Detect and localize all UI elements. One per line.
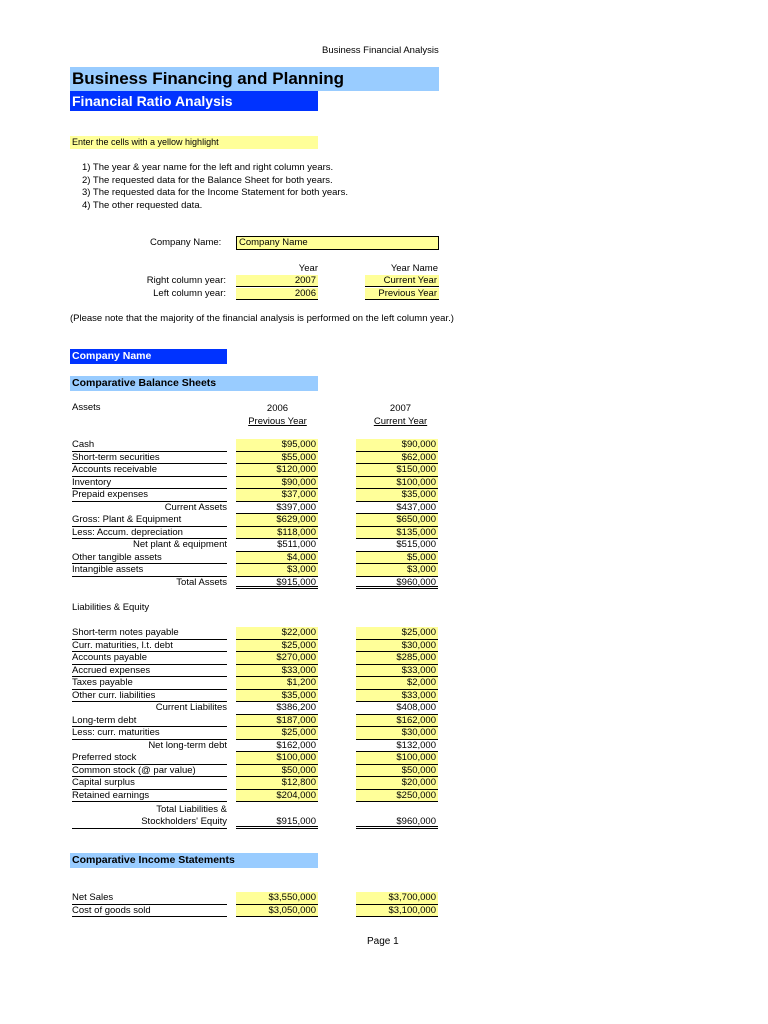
asset-left-value: $915,000 (236, 577, 318, 590)
liability-row-label: Short-term notes payable (72, 627, 227, 640)
liability-left-value[interactable]: $100,000 (236, 752, 318, 765)
income-statement-title: Comparative Income Statements (70, 853, 318, 868)
asset-row-label: Less: Accum. depreciation (72, 527, 227, 540)
asset-left-value[interactable]: $90,000 (236, 477, 318, 490)
asset-row-label: Total Assets (176, 576, 227, 588)
left-year-label: Left column year: (153, 288, 226, 299)
liability-left-value[interactable]: $204,000 (236, 790, 318, 803)
asset-row-label: Short-term securities (72, 452, 227, 465)
left-column-header (235, 402, 320, 428)
total-liabilities-label-2: Stockholders' Equity (141, 816, 227, 827)
asset-row-label: Cash (72, 439, 227, 452)
liability-row-label: Accounts payable (72, 652, 227, 665)
liability-right-value[interactable]: $162,000 (356, 715, 438, 728)
step-3: 3) The requested data for the Income Statement for both years. (82, 187, 348, 198)
asset-left-value: $397,000 (236, 502, 318, 515)
liability-left-value[interactable]: $1,200 (236, 677, 318, 690)
right-column-header (358, 402, 443, 428)
liability-right-value: $132,000 (356, 740, 438, 753)
liability-right-value[interactable]: $30,000 (356, 640, 438, 653)
asset-right-value[interactable]: $135,000 (356, 527, 438, 540)
total-liabilities-underline (72, 828, 227, 829)
asset-right-value[interactable]: $3,000 (356, 564, 438, 577)
right-year-name-input[interactable]: Current Year (365, 275, 439, 287)
liability-row-label: Long-term debt (72, 715, 227, 728)
asset-left-value[interactable]: $37,000 (236, 489, 318, 502)
step-4: 4) The other requested data. (82, 199, 203, 211)
asset-left-value: $511,000 (236, 539, 318, 552)
liability-right-value[interactable]: $100,000 (356, 752, 438, 765)
liabilities-heading: Liabilities & Equity (72, 602, 150, 613)
asset-left-value[interactable]: $95,000 (236, 439, 318, 452)
assets-heading: Assets (72, 402, 101, 413)
document-title: Business Financing and Planning (70, 67, 439, 91)
liability-right-value[interactable]: $25,000 (356, 627, 438, 640)
left-year-name-input[interactable]: Previous Year (365, 288, 439, 300)
asset-right-value[interactable]: $650,000 (356, 514, 438, 527)
income-row-label: Cost of goods sold (72, 905, 227, 918)
liability-row-label: Other curr. liabilities (72, 690, 227, 703)
asset-row-label: Net plant & equipment (132, 539, 227, 550)
page-header: Business Financial Analysis (322, 45, 439, 56)
right-column-year: 2007 (389, 403, 412, 414)
instruction-steps (82, 162, 348, 212)
liability-left-value[interactable]: $25,000 (236, 640, 318, 653)
asset-row-label: Gross: Plant & Equipment (72, 514, 227, 527)
liability-left-value: $162,000 (236, 740, 318, 753)
asset-left-value[interactable]: $3,000 (236, 564, 318, 577)
company-name-input[interactable]: Company Name (236, 236, 439, 250)
liability-right-value[interactable]: $30,000 (356, 727, 438, 740)
liability-row-label: Retained earnings (72, 790, 227, 803)
income-left-value[interactable]: $3,050,000 (236, 905, 318, 918)
liability-right-value[interactable]: $20,000 (356, 777, 438, 790)
liability-row-label: Common stock (@ par value) (72, 765, 227, 778)
liability-left-value: $386,200 (236, 702, 318, 715)
step-2: 2) The requested data for the Balance Sheet for both years. (82, 174, 333, 186)
instruction-banner: Enter the cells with a yellow highlight (70, 136, 318, 149)
asset-left-value[interactable]: $118,000 (236, 527, 318, 540)
liability-left-value[interactable]: $50,000 (236, 765, 318, 778)
liability-left-value[interactable]: $33,000 (236, 665, 318, 678)
left-year-input[interactable]: 2006 (236, 288, 318, 300)
asset-right-value[interactable]: $100,000 (356, 477, 438, 490)
asset-row-label: Inventory (72, 477, 227, 490)
liability-left-value[interactable]: $187,000 (236, 715, 318, 728)
liability-row-label: Capital surplus (72, 777, 227, 790)
right-year-input[interactable]: 2007 (236, 275, 318, 287)
liability-right-value[interactable]: $285,000 (356, 652, 438, 665)
liability-row-label: Preferred stock (72, 752, 227, 765)
asset-left-value[interactable]: $55,000 (236, 452, 318, 465)
asset-row-label: Prepaid expenses (72, 489, 227, 502)
year-column-header: Year (298, 263, 318, 274)
liability-row-label: Net long-term debt (148, 739, 227, 751)
right-year-label: Right column year: (146, 275, 226, 286)
liability-right-value[interactable]: $33,000 (356, 665, 438, 678)
liability-left-value[interactable]: $270,000 (236, 652, 318, 665)
liability-left-value[interactable]: $22,000 (236, 627, 318, 640)
liability-right-value[interactable]: $50,000 (356, 765, 438, 778)
left-column-year: 2006 (266, 403, 289, 414)
asset-row-label: Current Assets (164, 501, 227, 513)
balance-sheet-title: Comparative Balance Sheets (70, 376, 318, 391)
income-right-value[interactable]: $3,100,000 (356, 905, 438, 918)
asset-right-value[interactable]: $62,000 (356, 452, 438, 465)
right-column-name: Current Year (373, 416, 428, 427)
asset-row-label: Intangible assets (72, 564, 227, 577)
liability-right-value[interactable]: $2,000 (356, 677, 438, 690)
document-subtitle: Financial Ratio Analysis (70, 91, 318, 111)
liability-row-label: Accrued expenses (72, 665, 227, 678)
company-name-label: Company Name: (150, 237, 222, 248)
yearname-column-header: Year Name (390, 263, 438, 274)
asset-right-value: $437,000 (356, 502, 438, 515)
liability-right-value[interactable]: $250,000 (356, 790, 438, 803)
asset-right-value[interactable]: $5,000 (356, 552, 438, 565)
total-liabilities-right: $960,000 (356, 816, 438, 829)
asset-row-label: Accounts receivable (72, 464, 227, 477)
asset-left-value[interactable]: $120,000 (236, 464, 318, 477)
income-row-label: Net Sales (72, 892, 227, 905)
analysis-note: (Please note that the majority of the financial analysis is performed on the left column year.) (70, 313, 454, 324)
step-1: 1) The year & year name for the left and right column years. (82, 162, 334, 173)
asset-right-value[interactable]: $150,000 (356, 464, 438, 477)
asset-right-value[interactable]: $35,000 (356, 489, 438, 502)
company-name-banner: Company Name (70, 349, 227, 364)
liability-row-label: Current Liabilites (155, 702, 227, 713)
asset-left-value[interactable]: $629,000 (236, 514, 318, 527)
asset-row-label: Other tangible assets (72, 552, 227, 565)
liability-row-label: Taxes payable (72, 677, 227, 690)
total-liabilities-left: $915,000 (236, 816, 318, 829)
asset-right-value: $960,000 (356, 577, 438, 590)
asset-right-value: $515,000 (356, 539, 438, 552)
asset-right-value[interactable]: $90,000 (356, 439, 438, 452)
page-number: Page 1 (367, 936, 399, 947)
liability-row-label: Curr. maturities, l.t. debt (72, 640, 227, 653)
liability-right-value: $408,000 (356, 702, 438, 715)
income-left-value[interactable]: $3,550,000 (236, 892, 318, 905)
left-column-name: Previous Year (248, 416, 307, 427)
asset-left-value[interactable]: $4,000 (236, 552, 318, 565)
total-liabilities-label-1: Total Liabilities & (156, 804, 227, 815)
liability-row-label: Less: curr. maturities (72, 727, 227, 740)
liability-left-value[interactable]: $12,800 (236, 777, 318, 790)
liability-left-value[interactable]: $25,000 (236, 727, 318, 740)
liability-left-value[interactable]: $35,000 (236, 690, 318, 703)
liability-right-value[interactable]: $33,000 (356, 690, 438, 703)
income-right-value[interactable]: $3,700,000 (356, 892, 438, 905)
